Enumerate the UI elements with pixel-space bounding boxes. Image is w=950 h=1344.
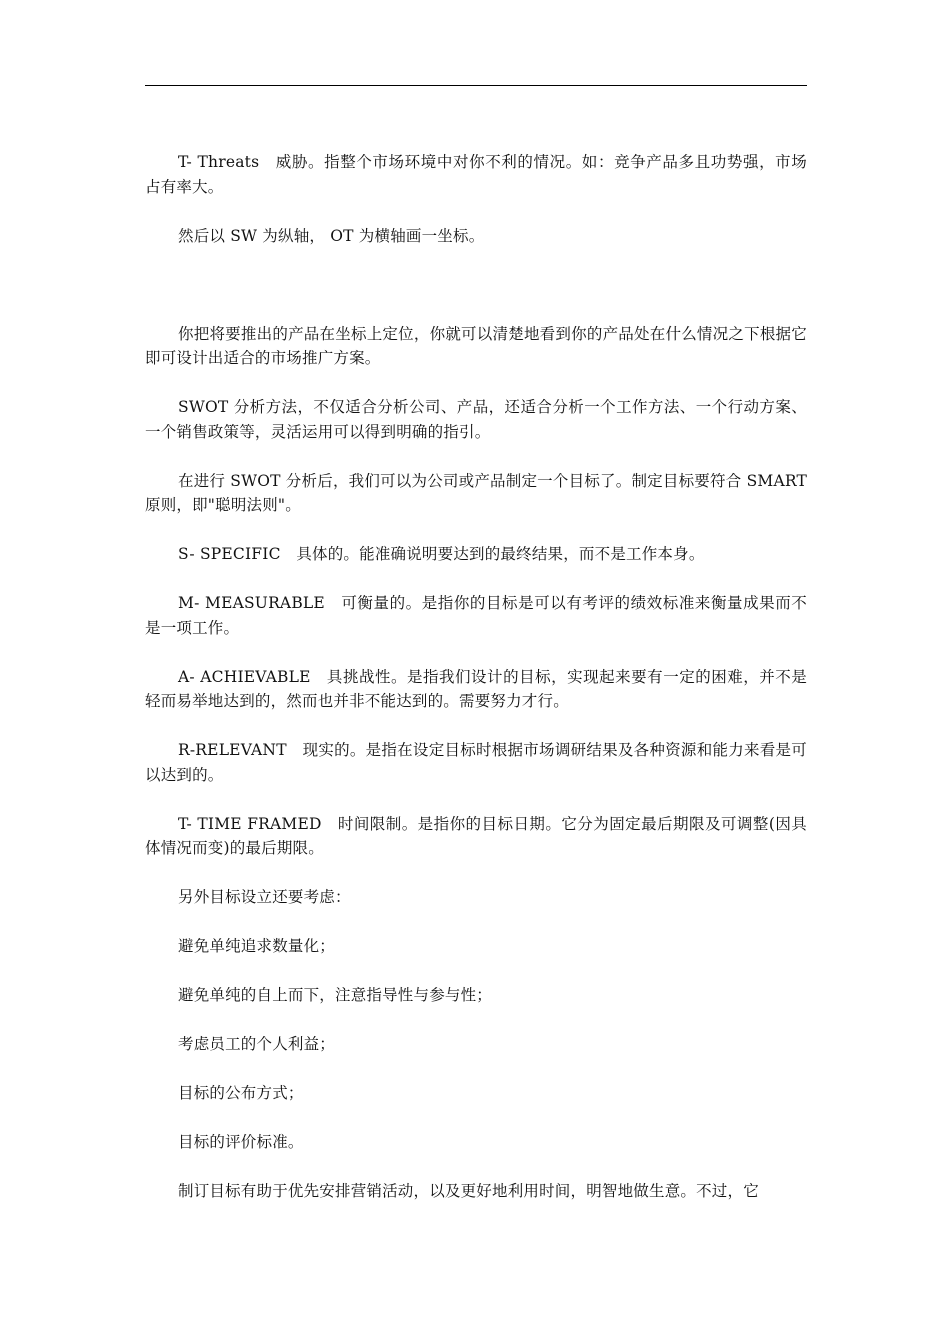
paragraph-specific: S- SPECIFIC 具体的。能准确说明要达到的最终结果，而不是工作本身。 (178, 545, 705, 563)
list-item: 避免单纯追求数量化； (178, 937, 336, 955)
header-rule (145, 85, 807, 86)
paragraph-relevant: R-RELEVANT 现实的。是指在设定目标时根据市场调研结果及各种资源和能力来看是可以达到的。 (145, 741, 807, 784)
list-item: 避免单纯的自上而下，注意指导性与参与性； (178, 986, 493, 1004)
paragraph-other-considerations: 另外目标设立还要考虑： (178, 888, 351, 906)
list-item: 目标的公布方式； (178, 1084, 304, 1102)
figure-placeholder (145, 273, 807, 322)
list-item: 目标的评价标准。 (178, 1133, 304, 1151)
document-body (145, 150, 807, 1228)
paragraph-positioning: 你把将要推出的产品在坐标上定位，你就可以清楚地看到你的产品处在什么情况之下根据它即可设计出适合的市场推广方案。 (145, 324, 807, 367)
paragraph-axis: 然后以 SW 为纵轴， OT 为横轴画一坐标。 (178, 226, 485, 245)
paragraph-time-framed: T- TIME FRAMED 时间限制。是指你的目标日期。它分为固定最后期限及可调整(因具体情况而变)的最后期限。 (145, 814, 807, 857)
paragraph-smart-intro: 在进行 SWOT 分析后，我们可以为公司或产品制定一个目标了。制定目标要符合 SMART 原则，即"聪明法则"。 (145, 471, 807, 514)
paragraph-goal-benefits: 制订目标有助于优先安排营销活动，以及更好地利用时间，明智地做生意。不过，它 (178, 1182, 759, 1200)
paragraph-achievable: A- ACHIEVABLE 具挑战性。是指我们设计的目标，实现起来要有一定的困难，并不是轻而易举地达到的，然而也并非不能达到的。需要努力才行。 (145, 667, 807, 710)
paragraph-measurable: M- MEASURABLE 可衡量的。是指你的目标是可以有考评的绩效标准来衡量成果而不是一项工作。 (145, 594, 807, 637)
paragraph-threats: T- Threats 威胁。指整个市场环境中对你不利的情况。如：竞争产品多且功势强，市场占有率大。 (145, 153, 807, 196)
list-item: 考虑员工的个人利益； (178, 1035, 336, 1053)
paragraph-swot-method: SWOT 分析方法，不仅适合分析公司、产品，还适合分析一个工作方法、一个行动方案、一个销售政策等，灵活运用可以得到明确的指引。 (145, 398, 807, 441)
